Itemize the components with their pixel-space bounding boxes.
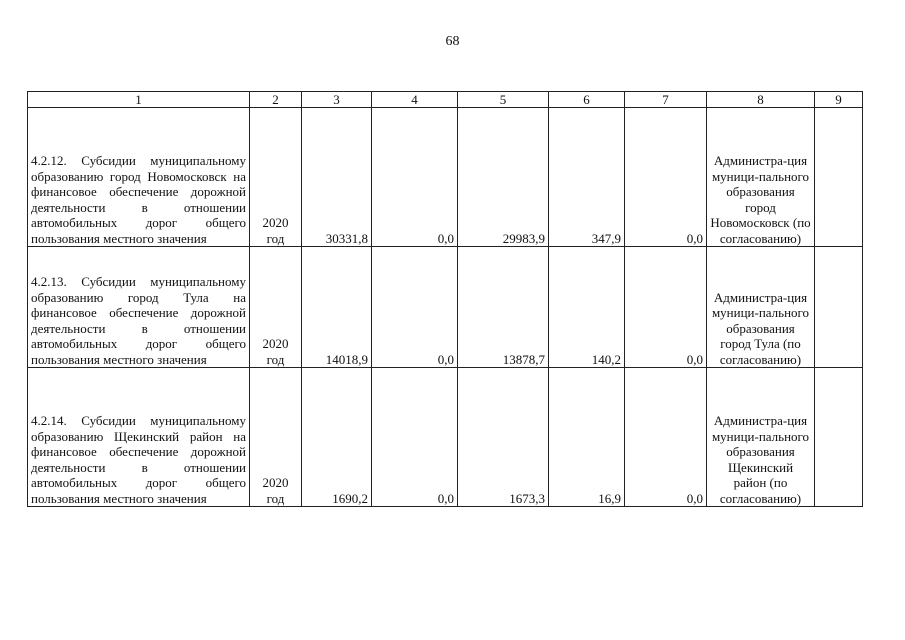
- col9-cell: [815, 368, 863, 507]
- col9-cell: [815, 247, 863, 368]
- total-cell: 1690,2: [302, 368, 372, 507]
- table-row: [28, 368, 863, 507]
- col5-cell: 29983,9: [458, 108, 549, 247]
- col6-cell: 347,9: [549, 108, 625, 247]
- year-cell: 2020 год: [250, 247, 302, 368]
- column-header-5: 5: [458, 92, 549, 108]
- year-cell: 2020 год: [250, 368, 302, 507]
- col5-cell: 13878,7: [458, 247, 549, 368]
- total-cell: 30331,8: [302, 108, 372, 247]
- table-row: [28, 108, 863, 247]
- col7-cell: 0,0: [625, 368, 707, 507]
- column-header-4: 4: [372, 92, 458, 108]
- col4-cell: 0,0: [372, 247, 458, 368]
- table-row: [28, 247, 863, 368]
- column-header-7: 7: [625, 92, 707, 108]
- page-number: 68: [445, 34, 460, 49]
- executor-cell: Администра-ция муници-пального образования город Новомосковск (по согласованию): [707, 108, 815, 247]
- executor-cell: Администра-ция муници-пального образования город Тула (по согласованию): [707, 247, 815, 368]
- col7-cell: 0,0: [625, 247, 707, 368]
- budget-table: [27, 91, 863, 507]
- table-header-row: [28, 92, 863, 108]
- column-header-9: 9: [815, 92, 863, 108]
- col6-cell: 140,2: [549, 247, 625, 368]
- col7-cell: 0,0: [625, 108, 707, 247]
- measure-name: 4.2.13. Субсидии муниципальному образованию город Тула на финансовое обеспечение дорожной деятельности в отношении автомобильных дорог общего пользования местного значения: [28, 247, 250, 368]
- column-header-1: 1: [28, 92, 250, 108]
- column-header-2: 2: [250, 92, 302, 108]
- col5-cell: 1673,3: [458, 368, 549, 507]
- measure-name: 4.2.12. Субсидии муниципальному образованию город Новомосковск на финансовое обеспечение дорожной деятельности в отношении автомобильных дорог общего пользования местного значения: [28, 108, 250, 247]
- executor-cell: Администра-ция муници-пального образования Щекинский район (по согласованию): [707, 368, 815, 507]
- total-cell: 14018,9: [302, 247, 372, 368]
- col9-cell: [815, 108, 863, 247]
- col6-cell: 16,9: [549, 368, 625, 507]
- year-cell: 2020 год: [250, 108, 302, 247]
- col4-cell: 0,0: [372, 368, 458, 507]
- col4-cell: 0,0: [372, 108, 458, 247]
- column-header-6: 6: [549, 92, 625, 108]
- column-header-3: 3: [302, 92, 372, 108]
- measure-name: 4.2.14. Субсидии муниципальному образованию Щекинский район на финансовое обеспечение дорожной деятельности в отношении автомобильных дорог общего пользования местного значения: [28, 368, 250, 507]
- column-header-8: 8: [707, 92, 815, 108]
